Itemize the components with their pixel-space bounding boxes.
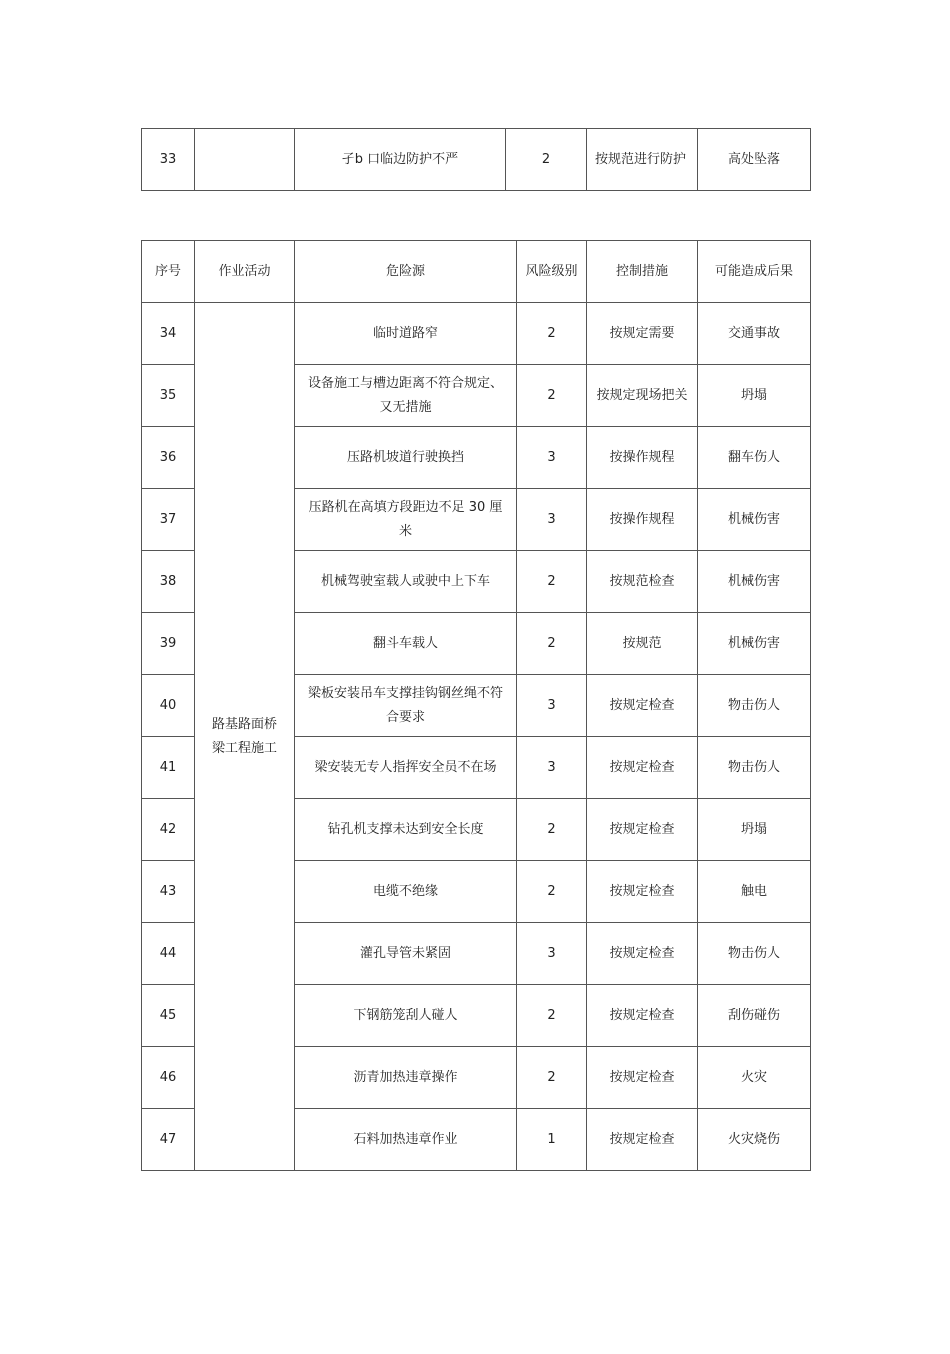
risk-level-cell: 2 <box>517 303 587 365</box>
row-number: 46 <box>142 1047 195 1109</box>
header-risk-level: 风险级别 <box>517 241 587 303</box>
hazard-cell: 孑b 口临边防护不严 <box>295 129 506 191</box>
hazard-cell: 灌孔导管未紧固 <box>295 923 517 985</box>
table-header-row <box>142 241 811 303</box>
control-measure-cell: 按规定检查 <box>587 1047 698 1109</box>
consequence-cell: 火灾 <box>698 1047 811 1109</box>
row-number: 35 <box>142 365 195 427</box>
control-measure-cell: 按规定检查 <box>587 737 698 799</box>
consequence-cell: 交通事故 <box>698 303 811 365</box>
risk-level-cell: 3 <box>517 427 587 489</box>
hazard-table <box>141 240 811 1171</box>
consequence-cell: 火灾烧伤 <box>698 1109 811 1171</box>
row-number: 36 <box>142 427 195 489</box>
hazard-table-continuation <box>141 128 811 191</box>
risk-level-cell: 3 <box>517 489 587 551</box>
consequence-cell: 物击伤人 <box>698 675 811 737</box>
control-measure-cell: 按规定现场把关 <box>587 365 698 427</box>
row-number: 42 <box>142 799 195 861</box>
risk-level-cell: 3 <box>517 737 587 799</box>
table-row <box>142 303 811 365</box>
row-number: 43 <box>142 861 195 923</box>
hazard-cell: 机械驾驶室载人或驶中上下车 <box>295 551 517 613</box>
hazard-cell: 梁安装无专人指挥安全员不在场 <box>295 737 517 799</box>
risk-level-cell: 2 <box>517 985 587 1047</box>
control-measure-cell: 按规范进行防护 <box>587 129 698 191</box>
hazard-cell: 下钢筋笼刮人碰人 <box>295 985 517 1047</box>
control-measure-cell: 按规定检查 <box>587 1109 698 1171</box>
control-measure-cell: 按规定检查 <box>587 861 698 923</box>
header-activity: 作业活动 <box>195 241 295 303</box>
hazard-cell: 电缆不绝缘 <box>295 861 517 923</box>
activity-group-cell: 路基路面桥梁工程施工 <box>195 303 295 1171</box>
table-row <box>142 129 811 191</box>
row-number: 39 <box>142 613 195 675</box>
consequence-cell: 高处坠落 <box>698 129 811 191</box>
row-number: 34 <box>142 303 195 365</box>
consequence-cell: 物击伤人 <box>698 737 811 799</box>
consequence-cell: 翻车伤人 <box>698 427 811 489</box>
risk-level-cell: 2 <box>517 365 587 427</box>
consequence-cell: 机械伤害 <box>698 489 811 551</box>
control-measure-cell: 按操作规程 <box>587 427 698 489</box>
activity-cell <box>195 129 295 191</box>
row-number: 47 <box>142 1109 195 1171</box>
consequence-cell: 机械伤害 <box>698 613 811 675</box>
risk-level-cell: 2 <box>517 861 587 923</box>
control-measure-cell: 按规定检查 <box>587 923 698 985</box>
risk-level-cell: 2 <box>506 129 587 191</box>
control-measure-cell: 按规范检查 <box>587 551 698 613</box>
hazard-cell: 设备施工与槽边距离不符合规定、又无措施 <box>295 365 517 427</box>
risk-level-cell: 1 <box>517 1109 587 1171</box>
consequence-cell: 机械伤害 <box>698 551 811 613</box>
hazard-cell: 临时道路窄 <box>295 303 517 365</box>
control-measure-cell: 按规定检查 <box>587 675 698 737</box>
hazard-cell: 压路机在高填方段距边不足 30 厘米 <box>295 489 517 551</box>
hazard-cell: 钻孔机支撑未达到安全长度 <box>295 799 517 861</box>
consequence-cell: 坍塌 <box>698 799 811 861</box>
hazard-cell: 压路机坡道行驶换挡 <box>295 427 517 489</box>
hazard-cell: 翻斗车载人 <box>295 613 517 675</box>
risk-level-cell: 2 <box>517 1047 587 1109</box>
row-number: 45 <box>142 985 195 1047</box>
row-number: 38 <box>142 551 195 613</box>
hazard-cell: 沥青加热违章操作 <box>295 1047 517 1109</box>
consequence-cell: 刮伤碰伤 <box>698 985 811 1047</box>
risk-level-cell: 2 <box>517 613 587 675</box>
consequence-cell: 触电 <box>698 861 811 923</box>
control-measure-cell: 按操作规程 <box>587 489 698 551</box>
row-number: 40 <box>142 675 195 737</box>
control-measure-cell: 按规范 <box>587 613 698 675</box>
control-measure-cell: 按规定需要 <box>587 303 698 365</box>
header-consequence: 可能造成后果 <box>698 241 811 303</box>
control-measure-cell: 按规定检查 <box>587 985 698 1047</box>
header-number: 序号 <box>142 241 195 303</box>
consequence-cell: 物击伤人 <box>698 923 811 985</box>
risk-level-cell: 3 <box>517 923 587 985</box>
row-number: 37 <box>142 489 195 551</box>
header-control-measure: 控制措施 <box>587 241 698 303</box>
hazard-cell: 石料加热违章作业 <box>295 1109 517 1171</box>
risk-level-cell: 2 <box>517 551 587 613</box>
risk-level-cell: 3 <box>517 675 587 737</box>
row-number: 41 <box>142 737 195 799</box>
consequence-cell: 坍塌 <box>698 365 811 427</box>
row-number: 44 <box>142 923 195 985</box>
control-measure-cell: 按规定检查 <box>587 799 698 861</box>
row-number: 33 <box>142 129 195 191</box>
risk-level-cell: 2 <box>517 799 587 861</box>
hazard-cell: 梁板安装吊车支撑挂钩钢丝绳不符合要求 <box>295 675 517 737</box>
header-hazard: 危险源 <box>295 241 517 303</box>
